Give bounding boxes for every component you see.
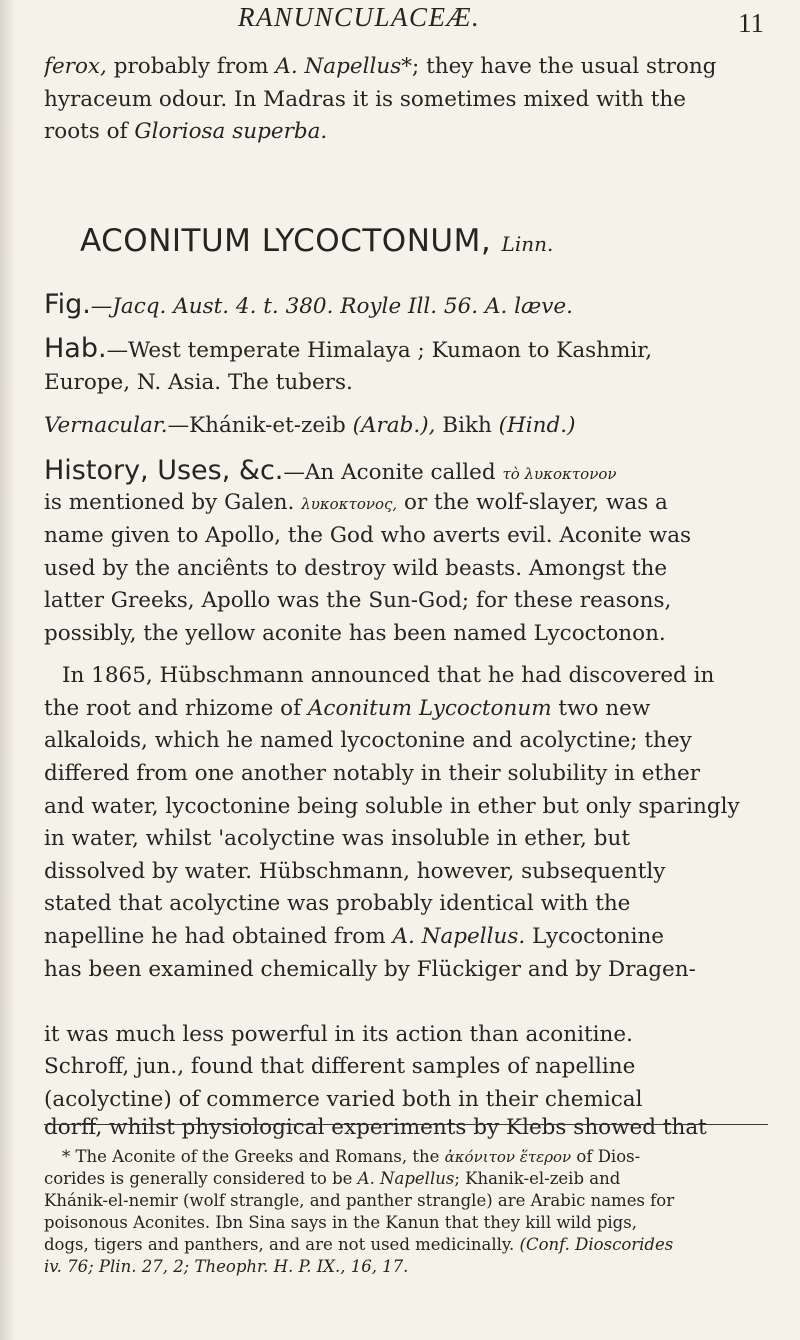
text: of Dios- bbox=[571, 1147, 641, 1166]
footnote-line-5 bbox=[44, 1233, 784, 1256]
text: napelline he had obtained from bbox=[44, 923, 393, 949]
para2-line-14: (acolyctine) of commerce varied both in their chemical bbox=[44, 1087, 643, 1112]
hab-line-2: Europe, N. Asia. The tubers. bbox=[44, 369, 353, 395]
hab-text: —West temperate Himalaya ; Kumaon to Kashmir, bbox=[106, 338, 653, 363]
para2-line-9 bbox=[44, 922, 784, 952]
running-header bbox=[0, 2, 800, 42]
species-name: ferox, bbox=[44, 54, 107, 79]
greek-term: ἀκόνιτον ἕτερον bbox=[444, 1148, 572, 1166]
text: —Khánik-et-zeib bbox=[167, 412, 353, 438]
citation: (Conf. Dioscorides bbox=[514, 1235, 674, 1254]
para2-line-2 bbox=[44, 694, 784, 724]
text: ; Khanik-el-zeib and bbox=[454, 1169, 621, 1188]
species-name: A. Napellus bbox=[357, 1169, 455, 1188]
page-number: 11 bbox=[738, 8, 764, 38]
hab-label: Hab. bbox=[44, 334, 107, 364]
heading-title: ACONITUM LYCOCTONUM, bbox=[80, 223, 492, 259]
text: Lycoctonine bbox=[525, 923, 665, 949]
species-name: A. Napellus. bbox=[392, 923, 526, 949]
history-line-5: latter Greeks, Apollo was the Sun-God; for these reasons, bbox=[44, 588, 672, 614]
history-line-6: possibly, the yellow aconite has been named Lycoctonon. bbox=[44, 620, 666, 646]
fig-line bbox=[44, 290, 784, 322]
running-title: RANUNCULACEÆ. bbox=[238, 2, 481, 32]
text: corides is generally considered to be bbox=[44, 1169, 358, 1188]
text: (Arab.), bbox=[352, 412, 436, 438]
text: the root and rhizome of bbox=[44, 695, 308, 721]
text: * The Aconite of the Greeks and Romans, the bbox=[62, 1147, 445, 1166]
para2-line-11: dorff, whilst physiological experiments by Klebs showed that bbox=[44, 1113, 784, 1143]
text: (Hind.) bbox=[498, 412, 576, 438]
para2-line-8: stated that acolyctine was probably identical with the bbox=[44, 891, 631, 917]
para2-line-3: alkaloids, which he named lycoctonine and acolyctine; they bbox=[44, 728, 692, 754]
vernacular-label: Vernacular. bbox=[44, 412, 168, 438]
history-line-4: used by the anciênts to destroy wild beasts. Amongst the bbox=[44, 555, 668, 581]
intro-line-2: hyraceum odour. In Madras it is sometimes mixed with the bbox=[44, 86, 686, 112]
para2-line-7: dissolved by water. Hübschmann, however, subsequently bbox=[44, 858, 666, 884]
vernacular-line bbox=[44, 411, 784, 441]
text: Bikh bbox=[435, 412, 499, 438]
footnote-line-1 bbox=[62, 1145, 784, 1169]
para2-line-6: in water, whilst 'acolyctine was insoluble in ether, but bbox=[44, 826, 630, 852]
intro-line-3 bbox=[44, 117, 784, 147]
para2-line-13: Schroff, jun., found that different samples of napelline bbox=[44, 1054, 636, 1080]
para2-line-10: has been examined chemically by Flückiger and by Dragen- bbox=[44, 956, 696, 982]
para2-line-12: it was much less powerful in its action than aconitine. bbox=[44, 1021, 633, 1047]
text: or the wolf-slayer, was a bbox=[397, 490, 668, 516]
history-line-2 bbox=[44, 488, 784, 519]
species-name: Aconitum Lycoctonum bbox=[307, 695, 552, 721]
intro-line-1 bbox=[44, 52, 784, 82]
footnote-line-2 bbox=[44, 1167, 784, 1190]
para2-line-4: differed from one another notably in their solubility in ether bbox=[44, 760, 701, 786]
heading-author: Linn. bbox=[501, 232, 554, 256]
text: ; they have the usual strong bbox=[412, 54, 717, 79]
footnote-line-4: poisonous Aconites. Ibn Sina says in the Kanun that they kill wild pigs, bbox=[44, 1213, 637, 1232]
hab-line-1 bbox=[44, 334, 784, 366]
text: probably from bbox=[106, 54, 276, 79]
footnote-rule bbox=[44, 1124, 768, 1125]
history-label: History, Uses, &c. bbox=[44, 455, 284, 486]
text: is mentioned by Galen. bbox=[44, 490, 302, 516]
footnote-line-3: Khánik-el-nemir (wolf strangle, and panther strangle) are Arabic names for bbox=[44, 1191, 675, 1210]
history-line-3: name given to Apollo, the God who averts evil. Aconite was bbox=[44, 522, 692, 548]
footnote-line-6: iv. 76; Plin. 27, 2; Theophr. H. P. IX., 16, 17. bbox=[44, 1257, 409, 1276]
para2-line-1: In 1865, Hübschmann announced that he had discovered in bbox=[62, 663, 715, 688]
greek-term: λυκοκτονος, bbox=[301, 495, 398, 514]
text: dogs, tigers and panthers, and are not used medicinally. bbox=[44, 1235, 515, 1254]
text: two new bbox=[551, 695, 651, 721]
fig-references: —Jacq. Aust. 4. t. 380. Royle Ill. 56. A. læve. bbox=[90, 294, 573, 319]
species-name: Gloriosa superba. bbox=[134, 119, 328, 145]
page-gutter-shadow bbox=[0, 0, 16, 1340]
text: roots of bbox=[44, 119, 135, 145]
fig-label: Fig. bbox=[44, 290, 91, 320]
species-name: A. Napellus* bbox=[275, 54, 412, 79]
section-heading bbox=[80, 223, 780, 259]
para2-line-5: and water, lycoctonine being soluble in ether but only sparingly bbox=[44, 793, 740, 819]
greek-term: τὸ λυκοκτονον bbox=[502, 464, 617, 483]
text: —An Aconite called bbox=[283, 459, 503, 485]
history-line-1 bbox=[44, 456, 784, 489]
